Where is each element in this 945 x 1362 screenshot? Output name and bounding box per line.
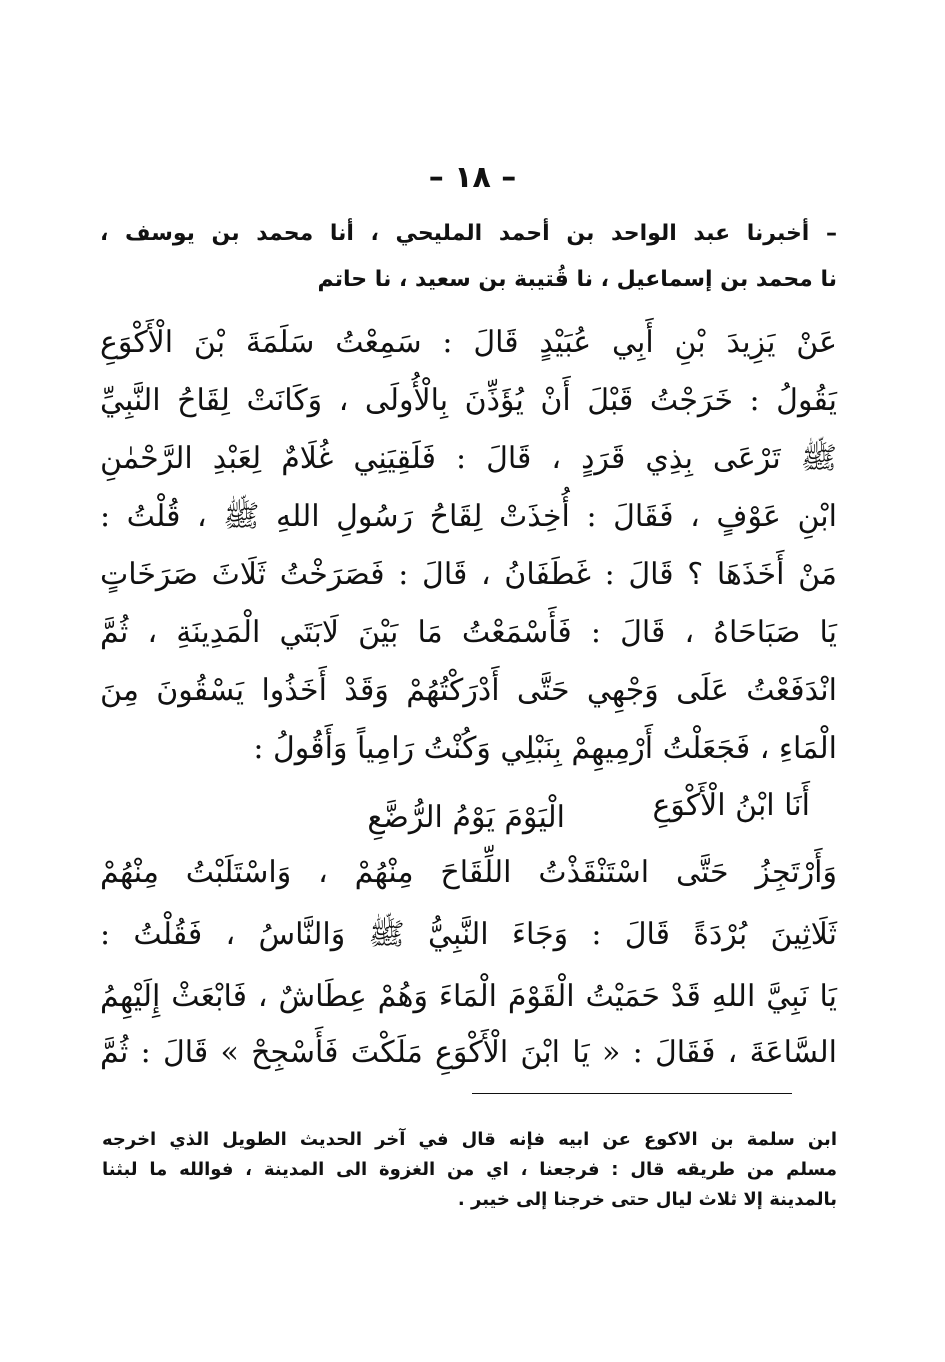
verse-hemistich-1: أَنَا ابْنُ الْأَكْوَعِ [652,788,810,823]
hadith-text-block-1 [100,325,837,766]
hadith-line: الْمَاءِ ، فَجَعَلْتُ أَرْمِيهِمْ بِنَبْلِي وَكُنْتُ رَامِياً وَأَقُولُ : [253,731,837,766]
hadith-line: ثَلَاثِينَ بُرْدَةً قَالَ : وَجَاءَ النَّبِيُّ ﷺ وَالنَّاسُ ، فَقُلْتُ : [100,917,837,952]
hadith-line: انْدَفَعْتُ عَلَى وَجْهِي حَتَّى أَدْرَكْتُهُمْ وَقَدْ أَخَذُوا يَسْقُونَ مِنَ [100,673,837,708]
hadith-line: السَّاعَةَ ، فَقَالَ : « يَا ابْنَ الْأَكْوَعِ مَلَكْتَ فَأَسْجِحْ » قَالَ : ثُمَّ [100,1035,837,1070]
isnad-line-2: نا محمد بن إسماعيل ، نا قُتيبة بن سعيد ، نا حاتم [317,267,837,292]
hadith-line: وَأَرْتَجِزُ حَتَّى اسْتَنْقَذْتُ اللِّقَاحَ مِنْهُمْ ، وَاسْتَلَبْتُ مِنْهُمْ [100,855,837,890]
hadith-text-block-2 [100,855,837,1075]
footnote-line: بالمدينة إلا ثلاث ليال حتى خرجنا إلى خيبر . [457,1189,837,1210]
footnote [102,1126,837,1226]
page-number: – ١٨ – [428,160,517,195]
hadith-line: يَقُولُ : خَرَجْتُ قَبْلَ أَنْ يُؤَذِّنَ بِالْأُولَى ، وَكَانَتْ لِقَاحُ النَّبِيِّ [100,383,837,418]
hadith-line: عَنْ يَزِيدَ بْنِ أَبِي عُبَيْدٍ قَالَ : سَمِعْتُ سَلَمَةَ بْنَ الْأَكْوَعِ [100,325,837,360]
verse-hemistich-2: الْيَوْمَ يَوْمُ الرُّضَّعِ [367,800,565,835]
footnote-line: ابن سلمة بن الاكوع عن ابيه فإنه قال في آخر الحديث الطويل الذي اخرجه [102,1129,837,1150]
hadith-line: يَا صَبَاحَاهُ ، قَالَ : فَأَسْمَعْتُ مَا بَيْنَ لَابَتَي الْمَدِينَةِ ، ثُمَّ [100,615,837,650]
footnote-line: مسلم من طريقه قال : فرجعنا ، اي من الغزوة الى المدينة ، فوالله ما لبثنا [102,1159,837,1180]
hadith-line: ابْنِ عَوْفٍ ، فَقَالَ : أُخِذَتْ لِقَاحُ رَسُولِ اللهِ ﷺ ، قُلْتُ : [100,499,837,534]
hadith-line: ﷺ تَرْعَى بِذِي قَرَدٍ ، قَالَ : فَلَقِيَنِي غُلَامٌ لِعَبْدِ الرَّحْمٰنِ [100,441,837,476]
hadith-line: مَنْ أَخَذَهَا ؟ قَالَ : غَطَفَانُ ، قَالَ : فَصَرَخْتُ ثَلَاثَ صَرَخَاتٍ [100,557,837,592]
footnote-divider [472,1093,792,1094]
hadith-line: يَا نَبِيَّ اللهِ قَدْ حَمَيْتُ الْقَوْمَ الْمَاءَ وَهُمْ عِطَاشٌ ، فَابْعَثْ إِلَيْهِمُ [100,979,837,1014]
isnad-line-1: – أخبرنا عبد الواحد بن أحمد المليحي ، أنا محمد بن يوسف ، [100,221,837,246]
